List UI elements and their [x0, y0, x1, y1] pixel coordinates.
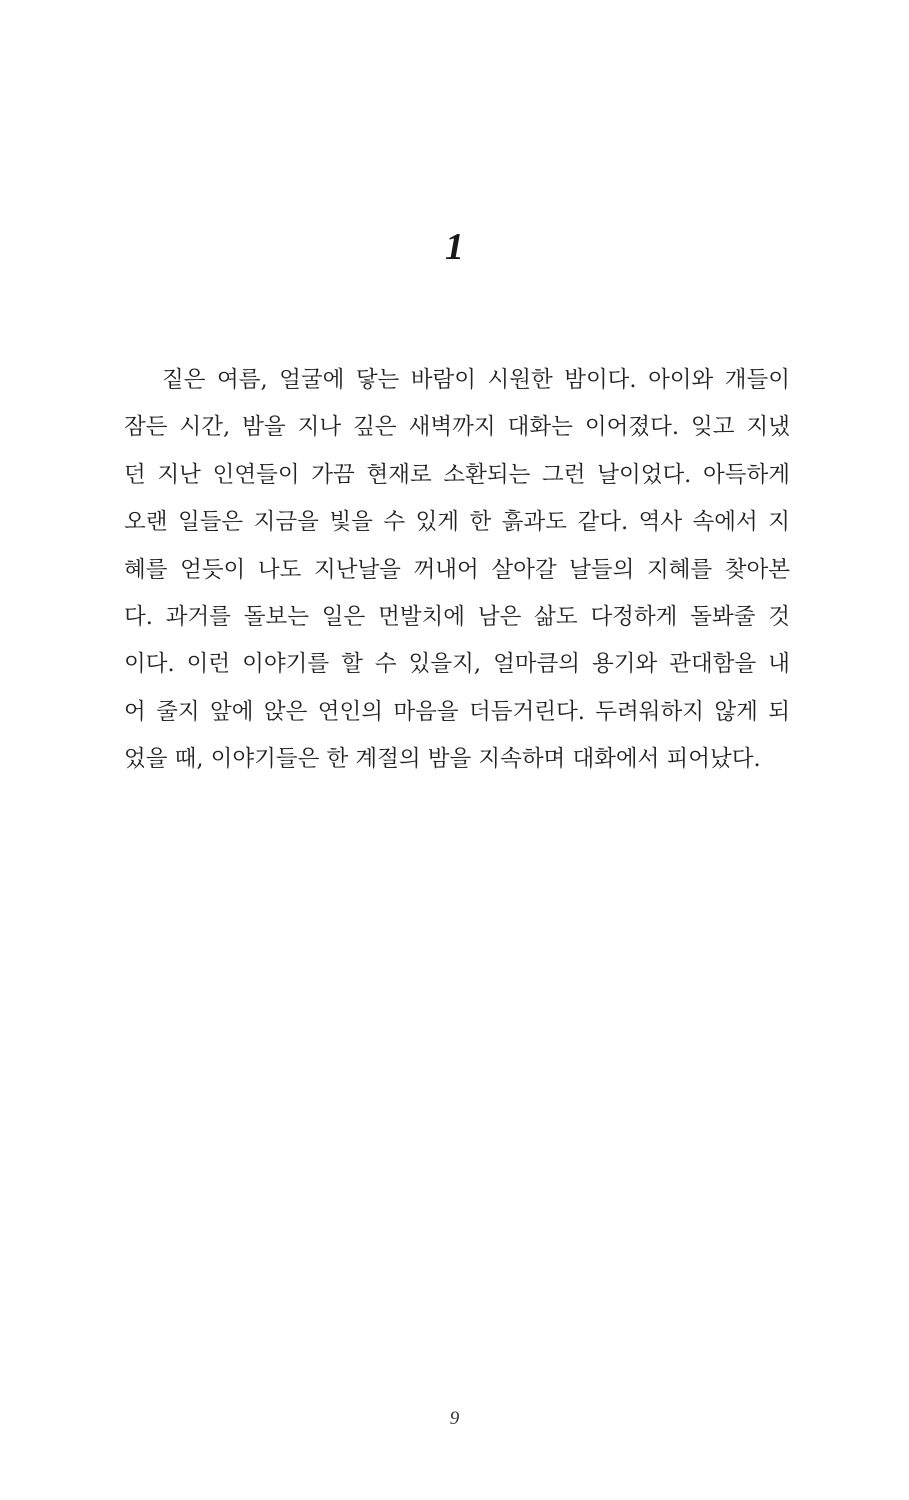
- paragraph-line: 잠든 시간, 밤을 지나 깊은 새벽까지 대화는 이어졌다. 잊고 지냈: [124, 414, 790, 441]
- chapter-number: 1: [445, 226, 464, 268]
- paragraph-line: 었을 때, 이야기들은 한 계절의 밤을 지속하며 대화에서 피어났다.: [124, 746, 761, 773]
- paragraph-line: 짙은 여름, 얼굴에 닿는 바람이 시원한 밤이다. 아이와 개들이: [162, 367, 790, 393]
- body-paragraph: [124, 357, 790, 784]
- paragraph-line: 던 지난 인연들이 가끔 현재로 소환되는 그런 날이었다. 아득하게: [124, 461, 790, 488]
- paragraph-line: 혜를 얻듯이 나도 지난날을 꺼내어 살아갈 날들의 지혜를 찾아본: [124, 556, 790, 583]
- paragraph-line: 다. 과거를 돌보는 일은 먼발치에 남은 삶도 다정하게 돌봐줄 것: [124, 604, 790, 631]
- paragraph-line: 오랜 일들은 지금을 빛을 수 있게 한 흙과도 같다. 역사 속에서 지: [124, 509, 790, 536]
- paragraph-line: 어 줄지 앞에 앉은 연인의 마음을 더듬거린다. 두려워하지 않게 되: [124, 698, 790, 725]
- page-number: 9: [449, 1408, 460, 1429]
- paragraph-line: 이다. 이런 이야기를 할 수 있을지, 얼마큼의 용기와 관대함을 내: [124, 651, 790, 678]
